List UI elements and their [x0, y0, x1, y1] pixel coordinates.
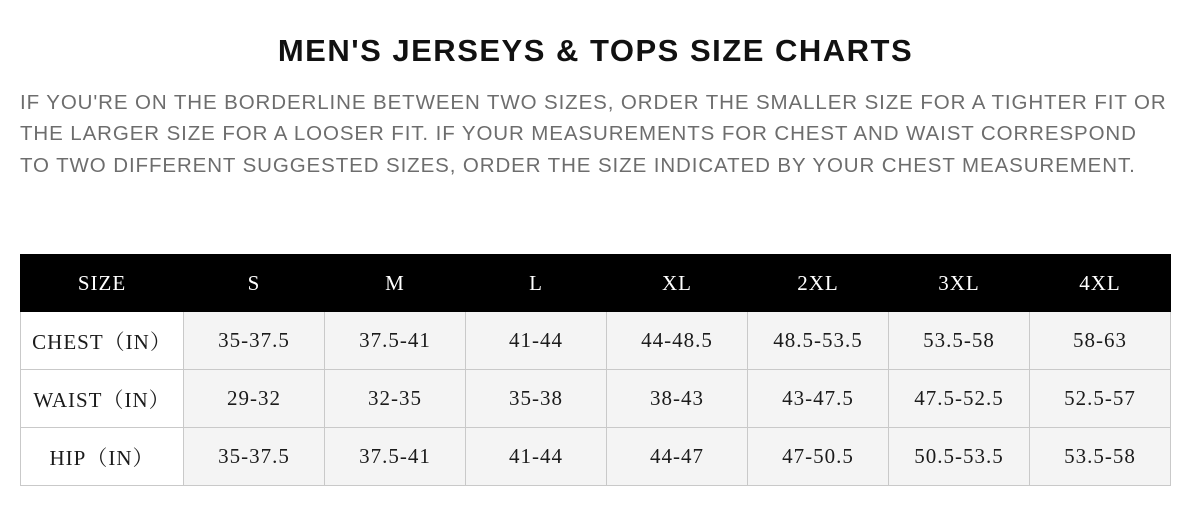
column-header-m: M: [325, 255, 466, 312]
column-header-2xl: 2XL: [748, 255, 889, 312]
cell-waist-l: 35-38: [466, 370, 607, 428]
cell-waist-4xl: 52.5-57: [1030, 370, 1171, 428]
cell-hip-m: 37.5-41: [325, 428, 466, 486]
size-chart-table: [20, 254, 1171, 486]
cell-waist-2xl: 43-47.5: [748, 370, 889, 428]
cell-waist-3xl: 47.5-52.5: [889, 370, 1030, 428]
cell-waist-s: 29-32: [184, 370, 325, 428]
cell-hip-xl: 44-47: [607, 428, 748, 486]
cell-chest-m: 37.5-41: [325, 312, 466, 370]
table-header: [21, 255, 1171, 312]
intro-paragraph: IF YOU'RE ON THE BORDERLINE BETWEEN TWO SIZES, ORDER THE SMALLER SIZE FOR A TIGHTER FIT OR THE LARGER SIZE FOR A LOOSER FIT. IF YOUR MEASUREMENTS FOR CHEST AND WAIST CORRESPOND TO TWO DIFFERENT SUGGESTED SIZES, ORDER THE SIZE INDICATED BY YOUR CHEST MEASUREMENT.: [20, 91, 1167, 177]
cell-waist-m: 32-35: [325, 370, 466, 428]
cell-hip-s: 35-37.5: [184, 428, 325, 486]
table-header-row: [21, 255, 1171, 312]
cell-chest-xl: 44-48.5: [607, 312, 748, 370]
cell-chest-4xl: 58-63: [1030, 312, 1171, 370]
column-header-s: S: [184, 255, 325, 312]
table-body: [21, 312, 1171, 486]
column-header-l: L: [466, 255, 607, 312]
size-chart-table-wrapper: [20, 254, 1171, 486]
cell-hip-2xl: 47-50.5: [748, 428, 889, 486]
page-title: MEN'S JERSEYS & TOPS SIZE CHARTS: [277, 33, 914, 68]
table-row: [21, 370, 1171, 428]
row-label-chest: CHEST（IN）: [21, 312, 184, 370]
cell-hip-3xl: 50.5-53.5: [889, 428, 1030, 486]
table-row: [21, 428, 1171, 486]
cell-chest-2xl: 48.5-53.5: [748, 312, 889, 370]
row-label-hip: HIP（IN）: [21, 428, 184, 486]
column-header-size: SIZE: [21, 255, 184, 312]
cell-chest-l: 41-44: [466, 312, 607, 370]
cell-waist-xl: 38-43: [607, 370, 748, 428]
column-header-3xl: 3XL: [889, 255, 1030, 312]
cell-chest-3xl: 53.5-58: [889, 312, 1030, 370]
column-header-xl: XL: [607, 255, 748, 312]
column-header-4xl: 4XL: [1030, 255, 1171, 312]
row-label-waist: WAIST（IN）: [21, 370, 184, 428]
cell-hip-l: 41-44: [466, 428, 607, 486]
cell-chest-s: 35-37.5: [184, 312, 325, 370]
cell-hip-4xl: 53.5-58: [1030, 428, 1171, 486]
table-row: [21, 312, 1171, 370]
